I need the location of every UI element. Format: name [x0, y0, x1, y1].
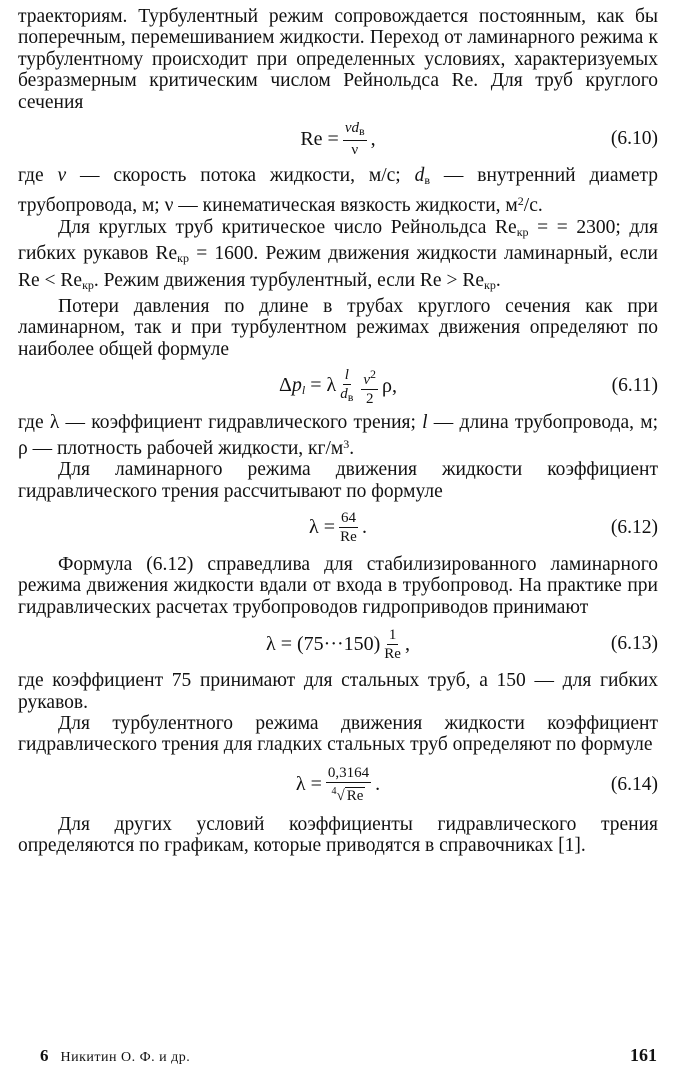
paragraph-4: Потери давления по длине в трубах круглого сечения как при ламинарном, так и при турбулентном режимах движения определяют по наиболее общей формуле	[18, 296, 658, 360]
equation-6-14-number: (6.14)	[610, 773, 658, 795]
equation-6-10-body: Re = $\frac{vd_в}{\nu}$ ,	[300, 120, 376, 159]
equation-6-11	[18, 360, 658, 412]
paragraph-9: Для турбулентного режима движения жидкости коэффициент гидравлического трения для гладких стальных труб определяют по формуле	[18, 712, 658, 756]
paragraph-1: траекториям. Турбулентный режим сопровождается постоянным, как бы поперечным, перемешиванием жидкости. Переход от ламинарного режима к турбулентному происходит при определенных условиях, характеризуемых безразмерным критическим числом Рейнольдса Re. Для труб круглого сечения	[18, 6, 658, 113]
equation-6-13-number: (6.13)	[610, 633, 658, 655]
paragraph-10: Для других условий коэффициенты гидравлического трения определяются по графикам, которые приводятся в справочниках [1].	[18, 813, 658, 857]
equation-6-10	[18, 113, 658, 165]
paragraph-5: где λ — коэффициент гидравлического трения; l — длина трубопровода, м; ρ — плотность рабочей жидкости, $кг/м^3$.	[18, 412, 658, 459]
equation-6-10-number: (6.10)	[610, 128, 658, 150]
paragraph-2: где v — скорость потока жидкости, м/с; $d_в$ — внутренний диаметр трубопровода, м; ν — кинематическая вязкость жидкости, $м^2/с$.	[18, 165, 658, 217]
equation-6-13	[18, 618, 658, 670]
paragraph-7: Формула (6.12) справедлива для стабилизированного ламинарного режима движения жидкости вдали от входа в трубопровод. На практике при гидравлических расчетах трубопроводов гидроприводов принимают	[18, 553, 658, 618]
page-number: 161	[630, 1045, 657, 1065]
equation-6-13-body: λ = (75···150) $\frac{1}{Re}$ ,	[266, 626, 410, 662]
page-footer	[40, 1045, 657, 1066]
signature-mark: 6	[40, 1046, 49, 1065]
document-page	[18, 6, 658, 857]
equation-6-14	[18, 756, 658, 814]
equation-6-11-number: (6.11)	[611, 375, 658, 397]
equation-6-12	[18, 502, 658, 554]
equation-6-12-body: λ = $\frac{64}{Re}$ .	[309, 510, 367, 546]
footer-authors: Никитин О. Ф. и др.	[60, 1050, 191, 1065]
equation-6-12-number: (6.12)	[610, 516, 658, 538]
equation-6-11-body: $\Delta p_l = \lambda$ $\frac{l}{d_в}$ $\frac{v^2}{2}$ ρ,	[278, 366, 398, 407]
paragraph-6: Для ламинарного режима движения жидкости коэффициент гидравлического трения рассчитывают по формуле	[18, 459, 658, 502]
paragraph-8: где коэффициент 75 принимают для стальных труб, а 150 — для гибких рукавов.	[18, 670, 658, 713]
equation-6-14-body: λ = $\frac{0,3164}{^4√ Re}$ .	[295, 765, 381, 805]
paragraph-3: Для круглых труб критическое число Рейнольдса $Re_{кр}$ = = 2300; для гибких рукавов $Re_{кр} = 1600$. Режим движения жидкости ламинарный, если $Re < Re_{кр}$. Режим движения турбулентный, если $Re > Re_{кр}$.	[18, 216, 658, 292]
